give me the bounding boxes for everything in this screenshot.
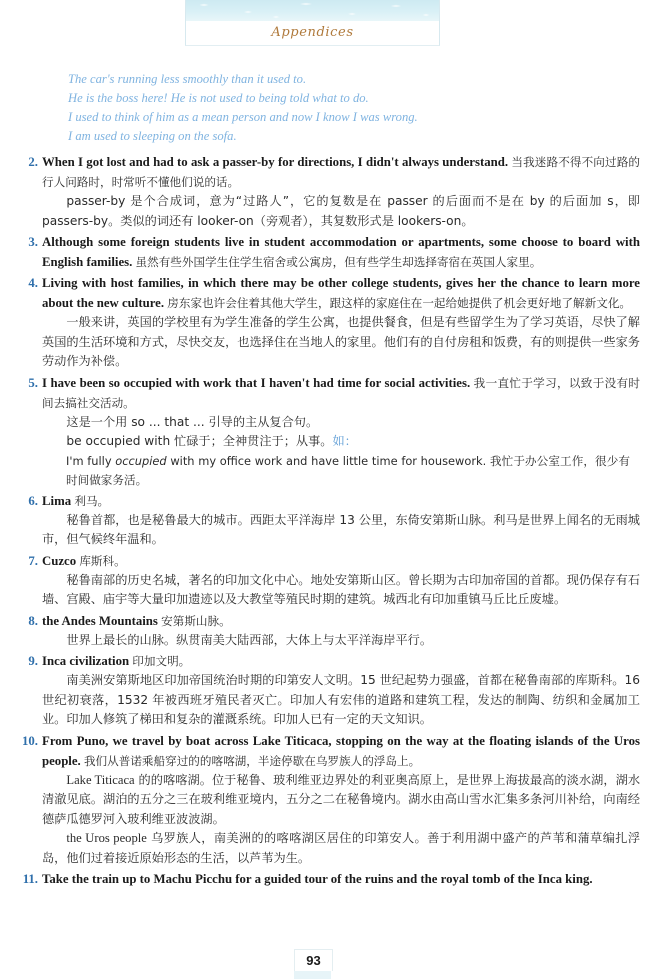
item-sentence-english: Although some foreign students live in student accommodation or apartments, some choose to board with English families. <box>42 235 640 269</box>
item-number: 6. <box>28 493 38 508</box>
item-sentence-chinese: 当我迷路不得不向过路的行人问路时，时常听不懂他们说的话。 <box>42 155 640 189</box>
item-number: 10. <box>22 733 38 748</box>
note-item-9 <box>0 651 650 730</box>
example-sentence: I am used to sleeping on the sofa. <box>68 129 237 143</box>
item-number: 4. <box>28 276 38 290</box>
item-term-english: the Andes Mountains <box>42 613 158 628</box>
item-term-chinese: 利马。 <box>74 493 110 508</box>
item-explanation: passer-by 是个合成词，意为“过路人”，它的复数是在 passer 的后面而不是在 by 的后面加 s，即 passers-by。类似的词还有 looker-on（旁观者），其复数形式是 lookers-on。 <box>42 194 640 228</box>
item-sentence <box>42 232 640 272</box>
phrase-example-chinese: 我忙于办公室工作，很少有时间做家务活。 <box>66 453 630 487</box>
glossary-term-uros-people: the Uros people <box>66 831 147 845</box>
item-term-chinese: 安第斯山脉。 <box>161 613 231 628</box>
page-title: Appendices <box>271 25 354 40</box>
item-sentence-english: From Puno, we travel by boat across Lake Titicaca, stopping on the way at the floating islands of the Uros people. <box>42 733 640 768</box>
phrase-eg-label: 如： <box>332 434 357 448</box>
item-term <box>42 491 640 511</box>
item-explanation: 秘鲁首都，也是秘鲁最大的城市。西距太平洋海岸 13 公里，东倚安第斯山脉。利马是世界上闻名的无雨城市，但气候终年温和。 <box>42 512 640 546</box>
item-number: 3. <box>28 235 38 249</box>
note-item-6 <box>0 491 650 550</box>
item-explanation-grammar: 这是一个用 so ... that ... 引导的主从复合句。 <box>66 414 319 429</box>
note-item-8 <box>0 611 650 651</box>
example-sentence: The car's running less smoothly than it used to. <box>68 72 307 86</box>
item-explanation: 南美洲安第斯地区印加帝国统治时期的印第安人文明。15 世纪起势力强盛，首都在秘鲁南部的库斯科。16 世纪初衰落，1532 年被西班牙殖民者灭亡。印加人有宏伟的道路和建筑工程，发达的制陶、纺织和金属加工业。印加人修筑了梯田和复杂的灌溉系统。印加人已有一定的天文知识。 <box>42 673 640 726</box>
item-term <box>42 651 640 671</box>
example-sentence: I used to think of him as a mean person and now I know I was wrong. <box>68 110 418 124</box>
item-sentence-english: Living with host families, in which there may be other college students, gives her the chance to learn more about the new culture. <box>42 276 640 310</box>
item-term-chinese: 库斯科。 <box>79 553 126 568</box>
item-term-english: Lima <box>42 493 72 508</box>
item-term-english: Cuzco <box>42 553 77 568</box>
item-sentence <box>42 273 640 313</box>
page-footer <box>0 945 650 979</box>
item-number: 8. <box>28 613 38 628</box>
phrase-example-english: I'm fully occupied with my office work and have little time for housework. <box>66 453 487 468</box>
phrase-gloss: be occupied with 忙碌于；全神贯注于；从事。 <box>66 434 333 448</box>
item-sentence <box>42 373 640 413</box>
item-sentence-chinese: 我一直忙于学习，以致于没有时间去搞社交活动。 <box>42 375 640 410</box>
item-sentence-english: I have been so occupied with work that I haven't had time for social activities. <box>42 375 471 390</box>
item-explanation: 世界上最长的山脉。纵贯南美大陆西部，大体上与太平洋海岸平行。 <box>66 632 433 647</box>
item-number: 7. <box>28 553 38 568</box>
note-item-5 <box>0 373 650 490</box>
item-explanation-lake: Lake Titicaca 的的喀喀湖。位于秘鲁、玻利维亚边界处的利亚奥高原上，是世界上海拔最高的淡水湖，湖水清澈见底。湖泊的五分之三在玻利维亚境内，五分之二在秘鲁境内。湖水由高山雪水汇集多条河川补给，向南经德萨瓜德罗河入玻利维亚波波湖。 <box>42 772 641 826</box>
item-sentence-chinese: 我们从普诺乘船穿过的的喀喀湖，半途停歇在乌罗族人的浮岛上。 <box>83 753 421 768</box>
example-sentences-block <box>0 70 650 146</box>
page-content <box>0 70 650 890</box>
item-number: 9. <box>28 654 38 668</box>
item-explanation: 秘鲁南部的历史名城，著名的印加文化中心。地处安第斯山区。曾长期为古印加帝国的首都。现仍保存有石墙、宫殿、庙宇等大量印加遗迹以及大教堂等殖民时期的建筑。城西北有印加重镇马丘比丘废墟。 <box>42 572 640 606</box>
item-term <box>42 611 640 631</box>
note-item-3 <box>0 232 650 272</box>
item-sentence-english: When I got lost and had to ask a passer-by for directions, I didn't always understand. <box>42 155 509 169</box>
note-item-10 <box>0 731 650 869</box>
item-sentence-english: Take the train up to Machu Picchu for a guided tour of the ruins and the royal tomb of the Inca king. <box>42 872 593 886</box>
item-sentence-chinese: 虽然有些外国学生住学生宿舍或公寓房，但有些学生却选择寄宿在英国人家里。 <box>135 255 542 269</box>
note-item-7 <box>0 551 650 610</box>
item-number: 5. <box>28 375 38 390</box>
item-sentence <box>42 731 640 771</box>
item-number: 11. <box>22 872 38 886</box>
glossary-term-lake-titicaca: Lake Titicaca <box>66 772 135 787</box>
page-number: 93 <box>294 949 333 971</box>
page-header-banner <box>185 0 440 46</box>
item-term-chinese: 印加文明。 <box>132 654 191 668</box>
footer-accent-bar <box>294 970 331 979</box>
item-number: 2. <box>28 155 38 169</box>
item-explanation: 一般来讲，英国的学校里有为学生准备的学生公寓，也提供餐食，但是有些留学生为了学习英语，尽快了解英国的生活环境和方式，尽快交友，也选择住在当地人的家里。他们有的自付房租和饭费，有的则提供一些家务劳动作为补偿。 <box>42 315 640 368</box>
item-term <box>42 551 640 571</box>
item-sentence-chinese: 房东家也许会住着其他大学生，跟这样的家庭住在一起给她提供了机会更好地了解新文化。 <box>167 296 632 310</box>
note-item-4 <box>0 273 650 372</box>
note-item-11 <box>0 869 650 889</box>
phrase-example <box>42 452 640 490</box>
item-explanation-phrase <box>42 432 640 452</box>
example-sentence: He is the boss here! He is not used to being told what to do. <box>68 91 369 105</box>
item-sentence <box>42 869 640 889</box>
item-term-english: Inca civilization <box>42 654 130 668</box>
item-explanation-uros: the Uros people 乌罗族人，南美洲的的喀喀湖区居住的印第安人。善于利用湖中盛产的芦苇和蒲草编扎浮岛，他们过着接近原始形态的生活，以芦苇为生。 <box>42 831 641 865</box>
header-watercolor-texture <box>186 0 439 22</box>
item-sentence <box>42 152 640 192</box>
note-item-2 <box>0 152 650 231</box>
